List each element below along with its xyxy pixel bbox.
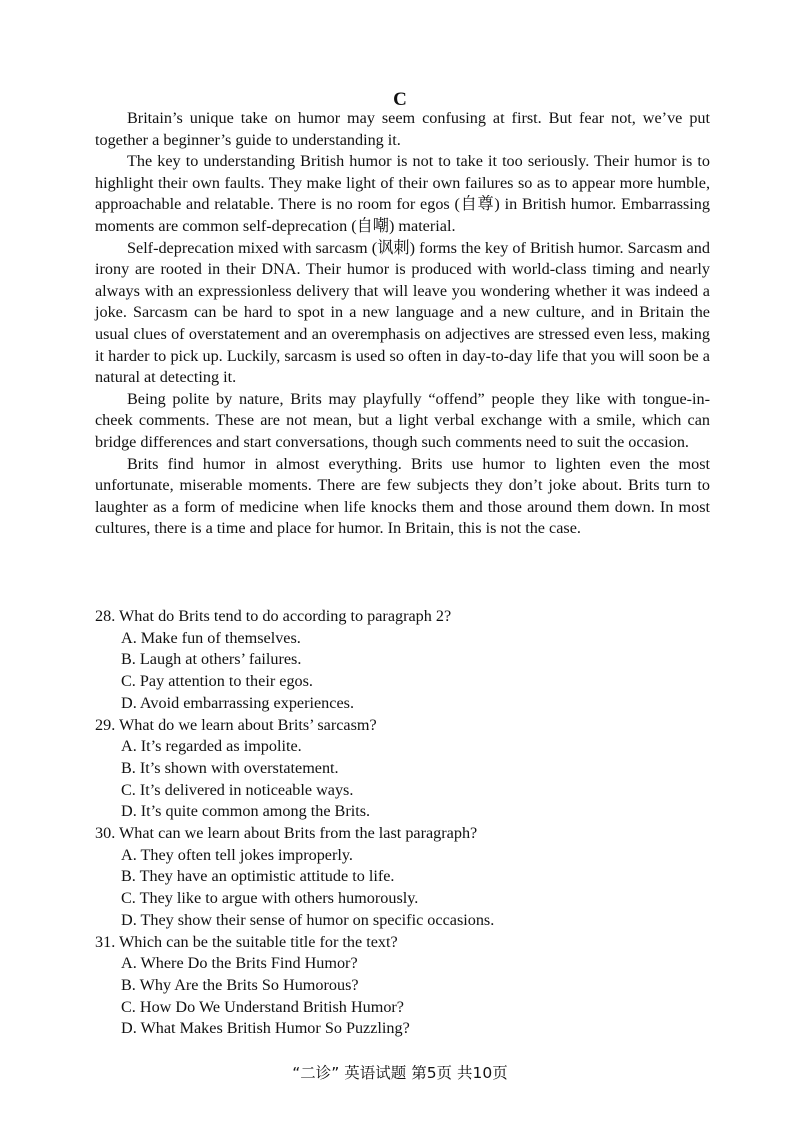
page-footer: “二诊” 英语试题 第5页 共10页 — [292, 1064, 508, 1082]
question-list — [95, 606, 710, 1040]
option-c: C. It’s delivered in noticeable ways. — [121, 780, 354, 799]
option-b: B. Why Are the Brits So Humorous? — [121, 975, 359, 994]
option-d: D. What Makes British Humor So Puzzling? — [121, 1019, 410, 1038]
question-stem: 29. What do we learn about Brits’ sarcasm? — [95, 715, 377, 734]
passage-paragraph-4: Being polite by nature, Brits may playfully “offend” people they like with tongue-in-cheek comments. These are not mean, but a light verbal exchange with a smile, which can bridge differences and start conversations, though such comments need to suit the occasion. — [95, 389, 710, 451]
reading-passage — [95, 108, 710, 540]
passage-paragraph-5: Brits find humor in almost everything. Brits use humor to lighten even the most unfortunate, miserable moments. There are few subjects they don’t joke about. Brits turn to laughter as a form of medicine when life knocks them and those around them down. In most cultures, there is a time and place for humor. In Britain, this is not the case. — [95, 454, 710, 538]
option-d: D. They show their sense of humor on specific occasions. — [121, 910, 495, 929]
question-29 — [95, 715, 710, 824]
question-30 — [95, 823, 710, 932]
option-c: C. They like to argue with others humorously. — [121, 889, 419, 908]
question-stem: 28. What do Brits tend to do according to paragraph 2? — [95, 607, 452, 625]
section-heading: C — [393, 89, 407, 110]
option-d: D. It’s quite common among the Brits. — [121, 802, 371, 821]
option-a: A. It’s regarded as impolite. — [121, 737, 302, 756]
option-a: A. They often tell jokes improperly. — [121, 845, 353, 864]
passage-paragraph-1: Britain’s unique take on humor may seem confusing at first. But fear not, we’ve put together a beginner’s guide to understanding it. — [95, 109, 710, 149]
option-b: B. Laugh at others’ failures. — [121, 650, 302, 669]
question-28 — [95, 606, 710, 715]
passage-paragraph-2: The key to understanding British humor is not to take it too seriously. Their humor is to highlight their own faults. They make light of their own failures so as to appear more humble, approachable and relatable. There is no room for egos (自尊) in British humor. Embarrassing moments are common self-deprecation (自嘲) material. — [95, 152, 710, 235]
option-b: B. They have an optimistic attitude to life. — [121, 867, 395, 886]
question-stem: 31. Which can be the suitable title for the text? — [95, 932, 398, 951]
option-c: C. How Do We Understand British Humor? — [121, 997, 404, 1016]
passage-paragraph-3: Self-deprecation mixed with sarcasm (讽刺) forms the key of British humor. Sarcasm and irony are rooted in their DNA. Their humor is produced with world-class timing and nearly always with an expressionless delivery that will leave you wondering whether it was indeed a joke. Sarcasm can be hard to spot in a new language and a new culture, and in Britain the usual clues of overstatement and an overemphasis on adjectives are stressed even less, making it harder to pick up. Luckily, sarcasm is used so often in day-to-day life that you will soon be a natural at detecting it. — [95, 238, 710, 387]
option-a: A. Make fun of themselves. — [121, 628, 301, 647]
option-d: D. Avoid embarrassing experiences. — [121, 693, 354, 712]
question-stem: 30. What can we learn about Brits from the last paragraph? — [95, 824, 478, 843]
option-c: C. Pay attention to their egos. — [121, 672, 313, 691]
question-31 — [95, 932, 710, 1041]
option-b: B. It’s shown with overstatement. — [121, 758, 339, 777]
option-a: A. Where Do the Brits Find Humor? — [121, 954, 358, 973]
